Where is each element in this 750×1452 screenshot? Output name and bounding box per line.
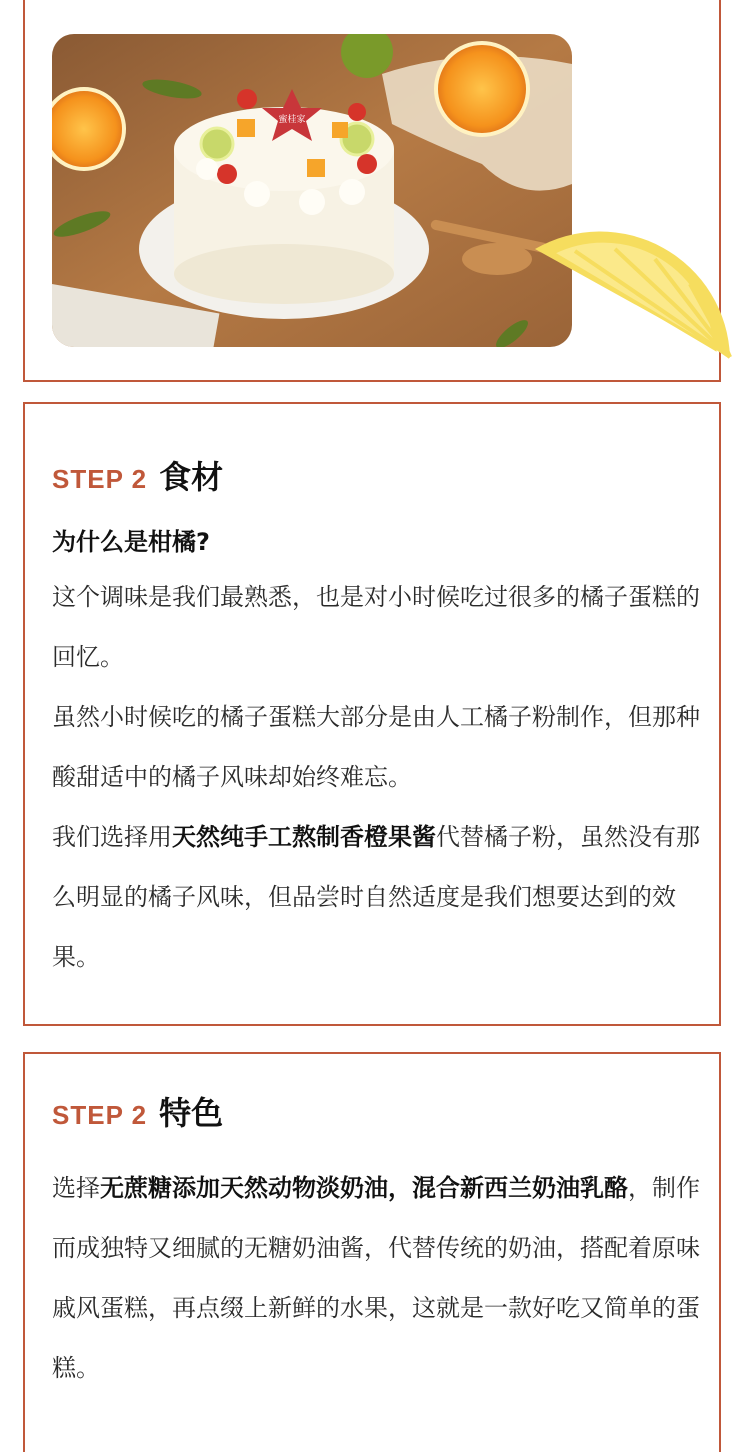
cake-badge-text: 蜜桂家 [278,115,306,125]
question-heading: 为什么是柑橘? [52,528,210,556]
jam-text-after: 代替橘子粉，虽然没有那么明显的橘子风味，但品尝时自然适度是我们想要达到的效果。 [52,823,700,971]
cream-text-bold: 无蔗糖添加天然动物淡奶油，混合新西兰奶油乳酪 [100,1174,628,1202]
step-label: STEP 2 [52,1100,148,1130]
jam-text-bold: 天然纯手工熬制香橙果酱 [172,823,436,851]
features-heading [52,1088,223,1134]
cream-text-before: 选择 [52,1174,100,1202]
ingredients-section [23,402,721,1026]
lemon-slice-icon [515,189,745,359]
step-label: STEP 2 [52,464,148,494]
paragraph-artificial-powder: 虽然小时候吃的橘子蛋糕大部分是由人工橘子粉制作，但那种酸甜适中的橘子风味却始终难忘。 [52,703,700,791]
section-title: 特色 [159,1094,224,1132]
paragraph-cream [52,1158,702,1398]
section-title: 食材 [159,458,224,496]
cake-photo [52,34,572,347]
ingredients-heading [52,452,223,498]
jam-text-before: 我们选择用 [52,823,172,851]
features-section [23,1052,721,1452]
paragraph-orange-jam [52,807,702,987]
cake-photo-illustration [52,34,572,347]
cream-text-after: ，制作而成独特又细腻的无糖奶油酱，代替传统的奶油，搭配着原味戚风蛋糕，再点缀上新鲜的水果，这就是一款好吃又简单的蛋糕。 [52,1174,700,1382]
photo-card [23,0,721,382]
paragraph-memory: 这个调味是我们最熟悉，也是对小时候吃过很多的橘子蛋糕的回忆。 [52,583,700,671]
